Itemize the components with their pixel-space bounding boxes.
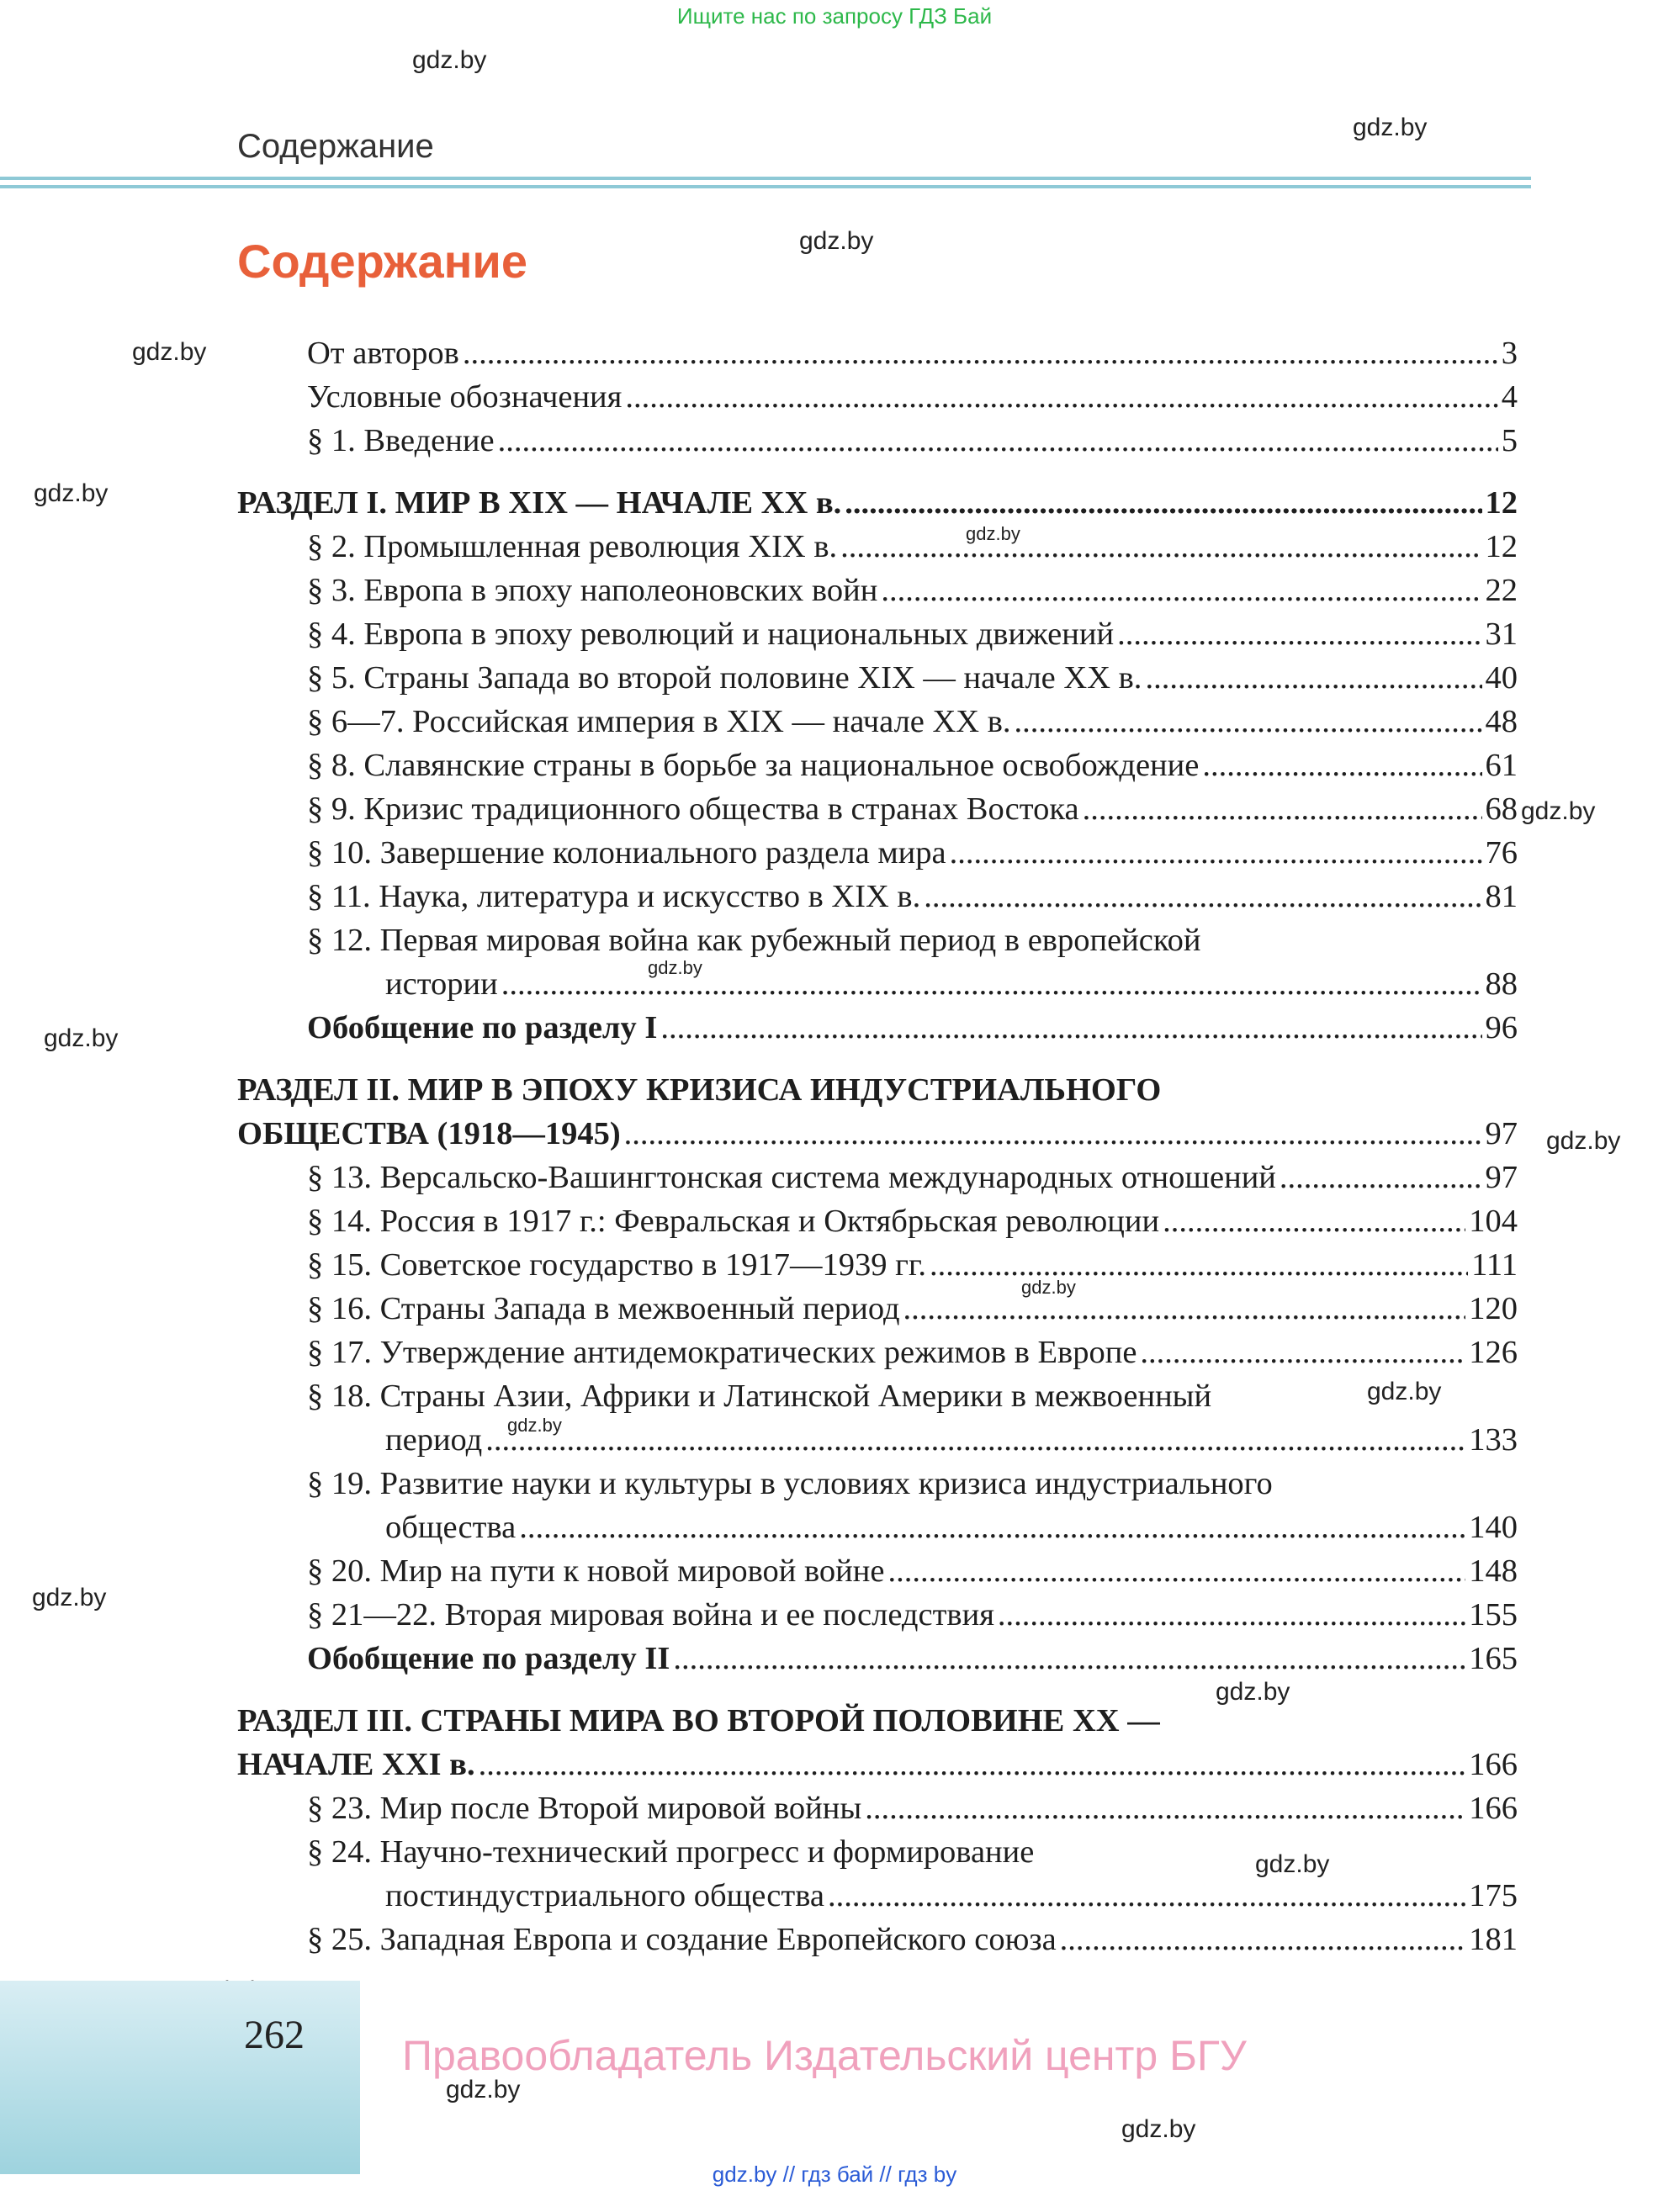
toc-entry-title: § 24. Научно-технический прогресс и формирование — [307, 1834, 1035, 1870]
watermark: gdz.by — [507, 1415, 562, 1436]
toc-leader — [485, 1418, 1465, 1462]
toc-summary — [307, 1006, 1518, 1050]
toc-leader — [1280, 1156, 1482, 1199]
toc-entry-title: § 17. Утверждение антидемократических режимов в Европе — [307, 1335, 1137, 1370]
watermark: gdz.by — [1546, 1127, 1621, 1155]
toc-entry-page: 81 — [1485, 879, 1518, 914]
toc-entry-page: 5 — [1501, 423, 1518, 458]
toc-entry-title: § 4. Европа в эпоху революций и национальных движений — [307, 617, 1115, 652]
watermark: gdz.by — [1121, 2115, 1196, 2143]
toc-entry-title: § 8. Славянские страны в борьбе за национальное освобождение — [307, 748, 1200, 783]
toc-entry-title: § 11. Наука, литература и искусство в XIX в. — [307, 879, 921, 914]
toc-leader — [498, 419, 1498, 463]
toc-leader — [998, 1593, 1465, 1637]
toc-entry — [307, 700, 1518, 744]
toc-leader — [828, 1874, 1465, 1918]
toc-section — [237, 1743, 1518, 1786]
toc-entry-title: § 20. Мир на пути к новой мировой войне — [307, 1553, 885, 1589]
toc-entry-title: Условные обозначения — [307, 379, 623, 415]
toc-section — [237, 1112, 1518, 1156]
toc-entry — [307, 612, 1518, 656]
toc-entry-page: 22 — [1485, 573, 1518, 608]
toc-entry-title: § 25. Западная Европа и создание Европейского союза — [307, 1922, 1057, 1957]
toc-leader — [887, 1549, 1465, 1593]
toc-section-title: РАЗДЕЛ III. СТРАНЫ МИРА ВО ВТОРОЙ ПОЛОВИНЕ XX — — [237, 1703, 1160, 1738]
toc-entry-title: § 14. Россия в 1917 г.: Февральская и Октябрьская революции — [307, 1204, 1160, 1239]
toc-leader — [1083, 787, 1482, 831]
watermark: gdz.by — [1367, 1378, 1442, 1405]
toc-entry-title: период — [385, 1422, 483, 1458]
toc-entry-title: § 5. Страны Запада во второй половине XIX — начале XX в. — [307, 660, 1142, 696]
running-head: Содержание — [237, 128, 434, 165]
toc-entry — [307, 331, 1518, 375]
toc-entry-title: истории — [385, 966, 498, 1002]
toc-leader — [845, 481, 1481, 525]
watermark: gdz.by — [1216, 1678, 1290, 1706]
toc-entry — [307, 831, 1518, 875]
toc-leader — [624, 1112, 1482, 1156]
toc-entry-title: § 10. Завершение колониального раздела мира — [307, 835, 946, 871]
toc-leader — [479, 1743, 1466, 1786]
watermark: gdz.by — [966, 523, 1020, 544]
toc-entry-title: § 18. Страны Азии, Африки и Латинской Америки в межвоенный — [307, 1379, 1212, 1414]
toc-entry — [307, 1156, 1518, 1199]
toc-entry — [307, 1593, 1518, 1637]
toc-entry-title: постиндустриального общества — [385, 1878, 824, 1913]
toc-entry-page: 3 — [1501, 336, 1518, 371]
toc-leader — [1202, 744, 1481, 787]
toc-entry-page: 12 — [1485, 485, 1518, 521]
toc-leader — [903, 1287, 1466, 1331]
toc-entry-title: § 23. Мир после Второй мировой войны — [307, 1791, 862, 1826]
toc-entry — [307, 1918, 1518, 1961]
toc-entry-page: 88 — [1485, 966, 1518, 1002]
header-rule — [0, 177, 1531, 180]
toc-entry-page: 4 — [1501, 379, 1518, 415]
toc-leader — [625, 375, 1497, 419]
toc-leader — [924, 875, 1481, 918]
toc-section-title: РАЗДЕЛ I. МИР В XIX — НАЧАЛЕ XX в. — [237, 485, 842, 521]
toc-entry-title: § 6—7. Российская империя в XIX — начале XX в. — [307, 704, 1011, 739]
toc-entry-title: § 13. Версальско-Вашингтонская система международных отношений — [307, 1160, 1276, 1195]
toc-entry-page: 68 — [1485, 791, 1518, 827]
toc-entry-page: 148 — [1469, 1553, 1518, 1589]
toc-entry-page: 166 — [1469, 1747, 1518, 1782]
toc-leader — [1117, 612, 1481, 656]
toc-entry-page: 40 — [1485, 660, 1518, 696]
toc-entry-page: 48 — [1485, 704, 1518, 739]
header-rule — [0, 185, 1531, 188]
toc-entry-page: 140 — [1469, 1510, 1518, 1545]
toc-entry-page: 111 — [1471, 1247, 1518, 1283]
toc-entry — [307, 1243, 1518, 1287]
toc-entry-title: § 2. Промышленная революция XIX в. — [307, 529, 838, 564]
watermark: gdz.by — [446, 2076, 521, 2104]
toc-leader — [865, 1786, 1465, 1830]
toc-entry-page: 31 — [1485, 617, 1518, 652]
toc-section-title: НАЧАЛЕ XXI в. — [237, 1747, 475, 1782]
toc-entry — [307, 569, 1518, 612]
toc-entry-page: 181 — [1469, 1922, 1518, 1957]
toc-leader — [950, 831, 1482, 875]
toc-entry — [385, 1418, 1518, 1462]
toc-entry — [307, 1287, 1518, 1331]
toc-section-title: ОБЩЕСТВА (1918—1945) — [237, 1116, 621, 1151]
toc-entry — [307, 1786, 1518, 1830]
toc-entry-page: 133 — [1469, 1422, 1518, 1458]
toc-entry-page: 61 — [1485, 748, 1518, 783]
toc-leader — [463, 331, 1498, 375]
toc-leader — [930, 1243, 1468, 1287]
toc-entry-page: 12 — [1485, 529, 1518, 564]
watermark: gdz.by — [648, 957, 702, 978]
toc-entry — [307, 375, 1518, 419]
toc-section — [237, 481, 1518, 525]
toc-leader — [1140, 1331, 1465, 1374]
toc-entry-title: § 16. Страны Запада в межвоенный период — [307, 1291, 900, 1326]
toc-entry — [307, 419, 1518, 463]
toc-entry-title: § 19. Развитие науки и культуры в условиях кризиса индустриального — [307, 1466, 1273, 1501]
toc-entry-page: 166 — [1469, 1791, 1518, 1826]
toc-entry — [307, 1331, 1518, 1374]
footer-links[interactable]: gdz.by // гдз бай // гдз by — [712, 2162, 957, 2187]
toc-section-title: РАЗДЕЛ II. МИР В ЭПОХУ КРИЗИСА ИНДУСТРИАЛЬНОГО — [237, 1072, 1162, 1108]
toc-leader — [1145, 656, 1481, 700]
toc-entry — [307, 1199, 1518, 1243]
toc-entry-title: Обобщение по разделу I — [307, 1010, 658, 1045]
top-banner[interactable]: Ищите нас по запросу ГДЗ Бай — [676, 3, 993, 29]
toc-entry-title: Обобщение по разделу II — [307, 1641, 670, 1676]
toc-entry-page: 76 — [1485, 835, 1518, 871]
toc-entry-page: 97 — [1485, 1116, 1518, 1151]
watermark: gdz.by — [1255, 1850, 1330, 1878]
watermark: gdz.by — [34, 479, 109, 507]
toc-entry-page: 155 — [1469, 1597, 1518, 1633]
toc-entry-page: 120 — [1469, 1291, 1518, 1326]
toc-entry — [385, 962, 1518, 1006]
toc-entry-title: § 21—22. Вторая мировая война и ее последствия — [307, 1597, 994, 1633]
toc-entry-page: 126 — [1469, 1335, 1518, 1370]
toc-entry — [307, 525, 1518, 569]
toc-summary — [307, 1637, 1518, 1680]
watermark: gdz.by — [412, 46, 487, 74]
toc-entry — [307, 875, 1518, 918]
toc-leader — [840, 525, 1481, 569]
toc-entry — [307, 656, 1518, 700]
toc-entry-page: 175 — [1469, 1878, 1518, 1913]
toc-entry-title: § 15. Советское государство в 1917—1939 гг. — [307, 1247, 927, 1283]
toc-leader — [881, 569, 1481, 612]
toc-entry — [307, 744, 1518, 787]
toc-entry — [307, 787, 1518, 831]
watermark: gdz.by — [44, 1024, 119, 1052]
toc-entry-page: 96 — [1485, 1010, 1518, 1045]
toc-leader — [519, 1506, 1465, 1549]
toc-leader — [1163, 1199, 1465, 1243]
toc-entry-title: § 1. Введение — [307, 423, 495, 458]
watermark: gdz.by — [799, 227, 874, 255]
toc-entry-title: От авторов — [307, 336, 459, 371]
toc-entry-title: § 9. Кризис традиционного общества в странах Востока — [307, 791, 1079, 827]
page-title: Содержание — [237, 235, 527, 288]
toc-entry — [307, 1549, 1518, 1593]
toc-entry-title: общества — [385, 1510, 517, 1545]
watermark: gdz.by — [1353, 114, 1428, 141]
toc-entry — [385, 1874, 1518, 1918]
watermark: gdz.by — [32, 1584, 107, 1611]
watermark: gdz.by — [1021, 1277, 1076, 1298]
toc-leader — [673, 1637, 1465, 1680]
toc-leader — [1060, 1918, 1466, 1961]
watermark: gdz.by — [1521, 797, 1596, 825]
toc-entry-page: 97 — [1485, 1160, 1518, 1195]
toc-entry — [385, 1506, 1518, 1549]
page-corner-block — [0, 1981, 360, 2174]
toc-leader — [660, 1006, 1481, 1050]
toc-leader — [1015, 700, 1482, 744]
watermark: gdz.by — [132, 338, 207, 366]
toc-entry-title: § 3. Европа в эпоху наполеоновских войн — [307, 573, 878, 608]
toc-leader — [501, 962, 1482, 1006]
toc-entry-page: 104 — [1469, 1204, 1518, 1239]
toc-entry-page: 165 — [1469, 1641, 1518, 1676]
copyright-notice: Правообладатель Издательский центр БГУ — [402, 2032, 1247, 2079]
page-number: 262 — [244, 2013, 305, 2057]
toc-entry-title: § 12. Первая мировая война как рубежный период в европейской — [307, 923, 1201, 958]
